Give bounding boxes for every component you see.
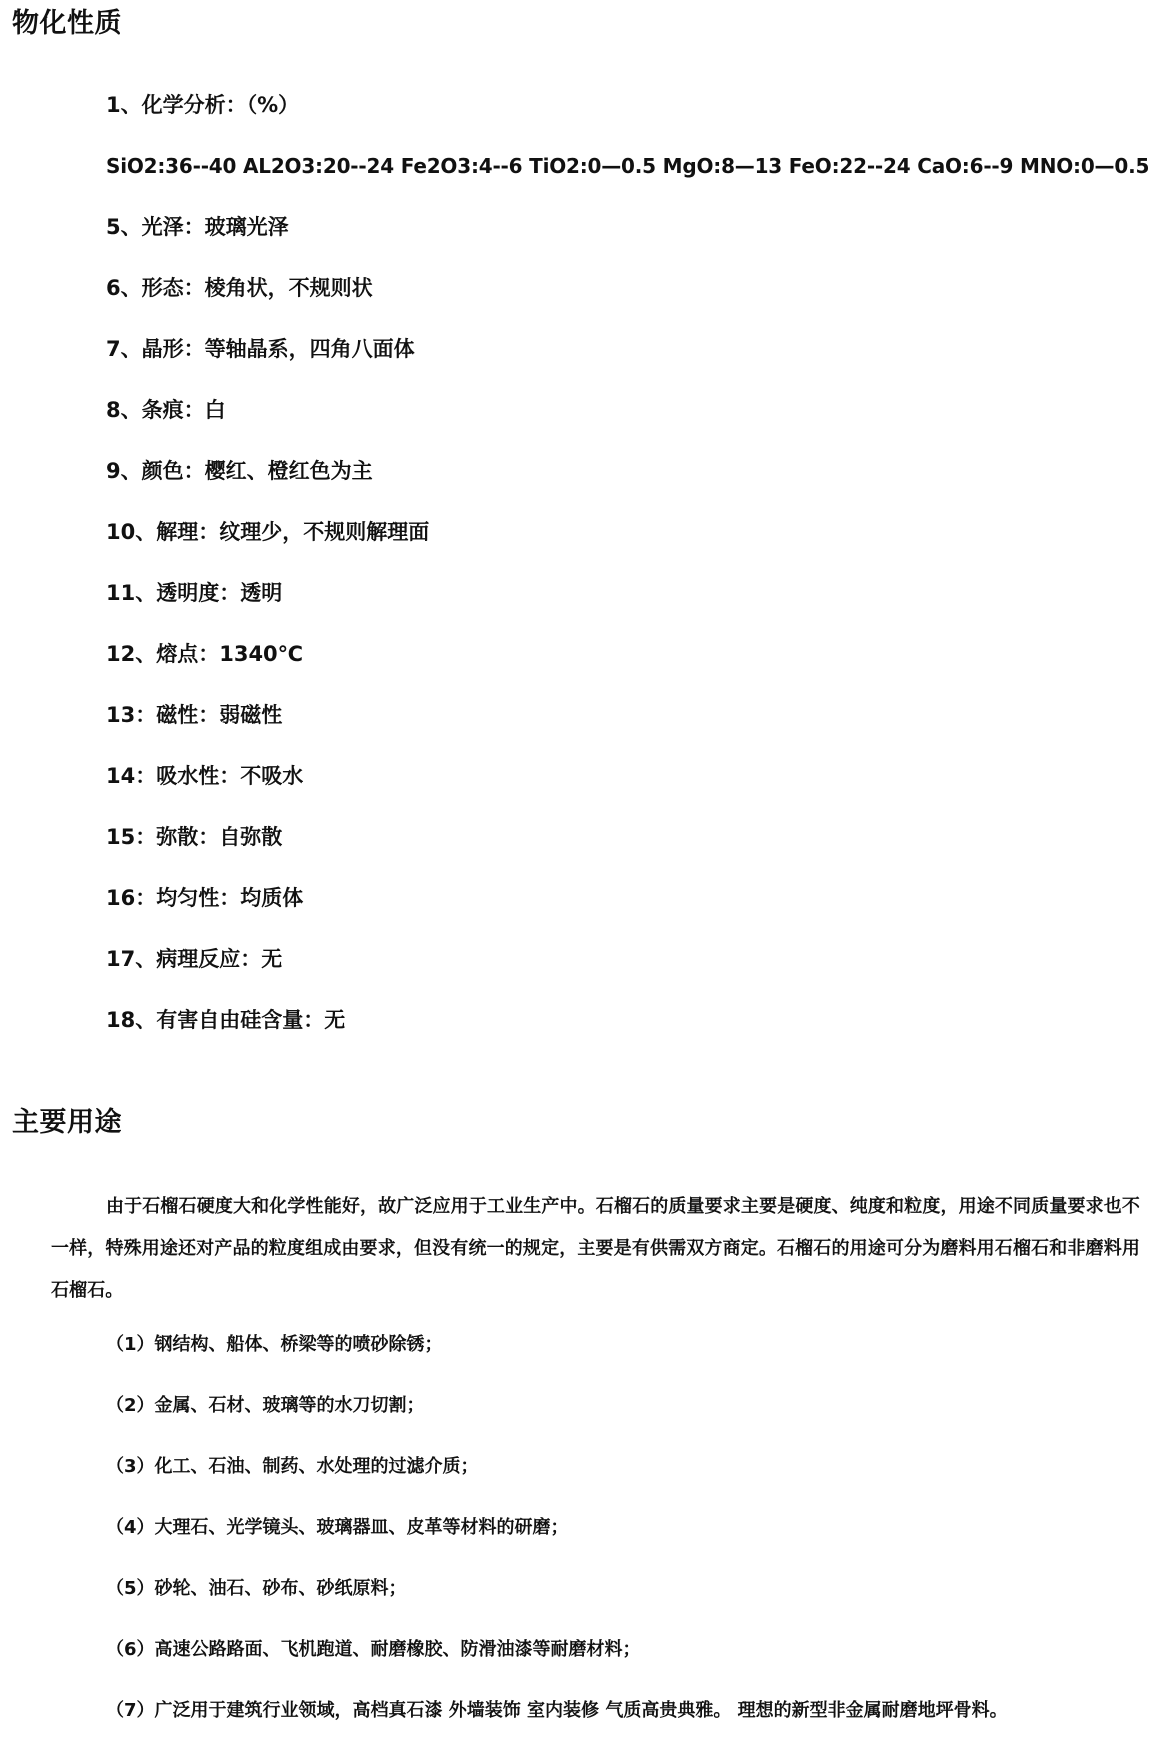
property-item-melting-point: 12、熔点：1340℃ [106,642,304,666]
property-item-pathological-reaction: 17、病理反应：无 [106,947,283,971]
property-item-water-absorption: 14：吸水性：不吸水 [106,764,304,788]
section-title-uses: 主要用途 [12,1107,122,1138]
use-item-abrasive-materials: （5）砂轮、油石、砂布、砂纸原料； [106,1578,407,1599]
property-item-streak: 8、条痕：白 [106,398,226,422]
property-item-homogeneity: 16：均匀性：均质体 [106,886,304,910]
property-item-dispersion: 15：弥散：自弥散 [106,825,283,849]
property-item-cleavage: 10、解理：纹理少，不规则解理面 [106,520,430,544]
use-item-construction: （7）广泛用于建筑行业领域，高档真石漆 外墙装饰 室内装修 气质高贵典雅。 理想的新型非金属耐磨地坪骨料。 [106,1700,1008,1721]
property-item-form: 6、形态：棱角状，不规则状 [106,276,373,300]
use-item-grinding: （4）大理石、光学镜头、玻璃器皿、皮革等材料的研磨； [106,1517,569,1538]
property-item-chemical-analysis: 1、化学分析：（%） [106,93,300,117]
property-item-crystal: 7、晶形：等轴晶系，四角八面体 [106,337,415,361]
use-item-waterjet-cutting: （2）金属、石材、玻璃等的水刀切割； [106,1395,425,1416]
property-item-luster: 5、光泽：玻璃光泽 [106,215,289,239]
properties-list [106,88,1149,1064]
property-item-transparency: 11、透明度：透明 [106,581,283,605]
uses-intro-paragraph: 由于石榴石硬度大和化学性能好，故广泛应用于工业生产中。石榴石的质量要求主要是硬度、纯度和粒度，用途不同质量要求也不一样，特殊用途还对产品的粒度组成由要求，但没有统一的规定，主要是有供需双方商定。石榴石的用途可分为磨料用石榴石和非磨料用石榴石。 [51,1196,1140,1301]
use-item-sandblasting: （1）钢结构、船体、桥梁等的喷砂除锈； [106,1334,443,1355]
use-item-wear-resistant: （6）高速公路路面、飞机跑道、耐磨橡胶、防滑油漆等耐磨材料； [106,1639,641,1660]
section-title-properties: 物化性质 [12,8,122,39]
property-item-chemical-composition: SiO2:36--40 AL2O3:20--24 Fe2O3:4--6 TiO2:0—0.5 MgO:8—13 FeO:22--24 CaO:6--9 MNO:0—0.5 [106,154,1149,178]
property-item-magnetism: 13：磁性：弱磁性 [106,703,283,727]
property-item-color: 9、颜色：樱红、橙红色为主 [106,459,373,483]
uses-list [106,1330,1008,1757]
use-item-filtration: （3）化工、石油、制药、水处理的过滤介质； [106,1456,479,1477]
property-item-free-silica: 18、有害自由硅含量：无 [106,1008,346,1032]
